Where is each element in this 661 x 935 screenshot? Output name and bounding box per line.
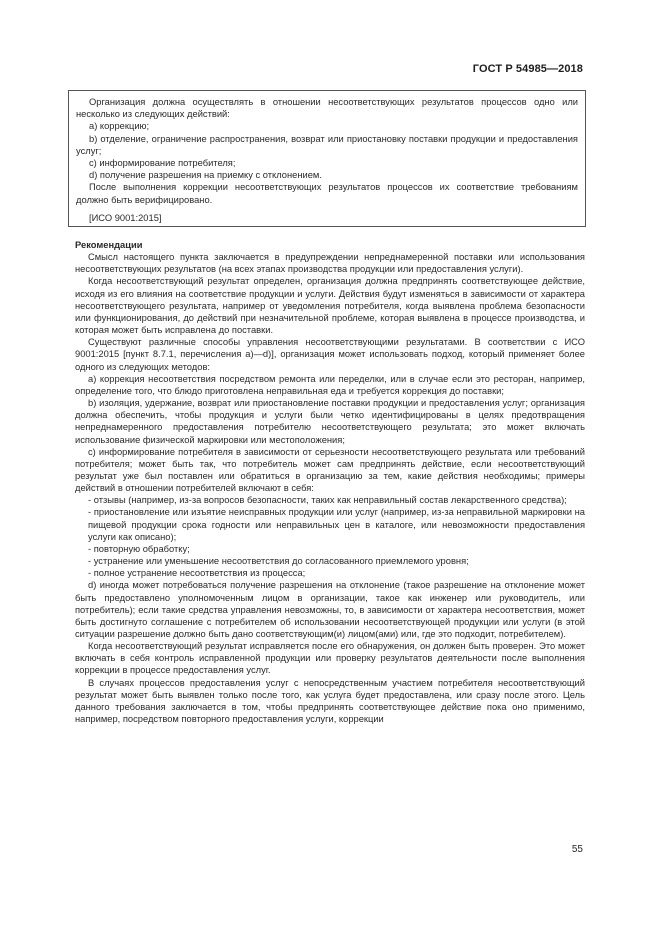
- box-line: c) информирование потребителя;: [89, 158, 236, 169]
- dash-item: - устранение или уменьшение несоответствия до согласованного приемлемого уровня;: [88, 556, 469, 567]
- page-number: 55: [571, 844, 583, 855]
- dash-item: - повторную обработку;: [88, 543, 190, 554]
- dash-item: - приостановление или изъятие неисправных продукции или услуг (например, из-за неправильной маркировки на пищевой продукции срока годности или неправильных цен в каталоге, или невозможности предоставления услуги как описано);: [88, 507, 585, 542]
- section-heading: Рекомендации: [75, 240, 143, 250]
- main-text: [75, 239, 585, 725]
- standard-header: ГОСТ Р 54985—2018: [472, 63, 583, 75]
- dash-item: - полное устранение несоответствия из процесса;: [88, 568, 306, 579]
- box-line: a) коррекцию;: [89, 121, 150, 132]
- paragraph: d) иногда может потребоваться получение разрешения на отклонение (такое разрешение на отклонение может быть предоставлено уполномоченным лицом в организации, такое как инженер или руководитель, или потребитель); если такие средства управления невозможны, то, в зависимости от характера несоответствия, может быть достигнуто соглашение с потребителем об использовании несоответствующей продукции или услуги (в этой ситуации разрешение должно быть дано соответствующим(и) лицом(ами) или, где это подходит, потребителем).: [75, 580, 585, 639]
- box-line: b) отделение, ограничение распространения, возврат или приостановку поставки продукции и предоставления услуг;: [76, 133, 578, 156]
- paragraph: Когда несоответствующий результат определен, организация должна предпринять соответствующее действие, исходя из его влияния на соответствие продукции и услуги. Действия будут изменяться в зависимости от характера несоответствующего результата, например от уведомления потребителя, когда выявлена проблема безопасности или функционирования, до действий при незначительной проблеме, которая выявлена в процессе производства, и которая может быть исправлена до поставки.: [75, 276, 585, 336]
- box-line: d) получение разрешения на приемку с отклонением.: [89, 170, 322, 181]
- requirement-text: [76, 96, 578, 224]
- paragraph: Когда несоответствующий результат исправляется после его обнаружения, он должен быть проверен. Это может включать в себя контроль исправленной продукции или проверку результатов деятельности после выполнения коррекции в процессе предоставления услуг.: [75, 641, 585, 676]
- paragraph: Существуют различные способы управления несоответствующими результатами. В соответствии с ИСО 9001:2015 [пункт 8.7.1, перечисления а)—d)], организация может использовать подход, который применяет более одного из следующих методов:: [75, 337, 585, 372]
- paragraph: c) информирование потребителя в зависимости от серьезности несоответствующего результата или требований потребителя; может быть так, что потребитель может сам предпринять действие, если несоответствующий результат уже был поставлен или обратиться в организацию за тем, какие действия необходимы; примеры действий в отношении потребителей включают в себя:: [75, 446, 585, 494]
- box-line: После выполнения коррекции несоответствующих результатов процессов их соответствие требованиям должно быть верифицировано.: [76, 182, 578, 205]
- box-reference: [ИСО 9001:2015]: [89, 212, 162, 223]
- paragraph: В случаях процессов предоставления услуг с непосредственным участием потребителя несоответствующий результат может быть выявлен только после того, как услуга будет предоставлена, или сразу после этого. Цель данного требования заключается в том, чтобы предпринять соответствующее действие пока оно применимо, например, посредством повторного предоставления услуги, коррекции: [75, 677, 585, 725]
- requirement-box: [68, 90, 586, 227]
- box-line: Организация должна осуществлять в отношении несоответствующих результатов процессов одно или несколько из следующих действий:: [76, 97, 578, 120]
- dash-item: - отзывы (например, из-за вопросов безопасности, таких как неправильный состав лекарственного средства);: [88, 495, 567, 506]
- paragraph: a) коррекция несоответствия посредством ремонта или переделки, или в случае если это ресторан, например, определение того, что блюдо приготовлена неправильная еда и требуется коррекция до поставки;: [75, 373, 585, 396]
- paragraph: b) изоляция, удержание, возврат или приостановление поставки продукции и предоставления услуг; организация должна обеспечить, чтобы продукция и услуги были четко идентифицированы в целях предотвращения непреднамеренного предоставления потребителю несоответствующего результата; это может включать использование физической маркировки или местоположения;: [75, 398, 585, 445]
- paragraph: Смысл настоящего пункта заключается в предупреждении непреднамеренной поставки или использования несоответствующих результатов (на всех этапах производства продукции или предоставления услуги).: [75, 252, 585, 275]
